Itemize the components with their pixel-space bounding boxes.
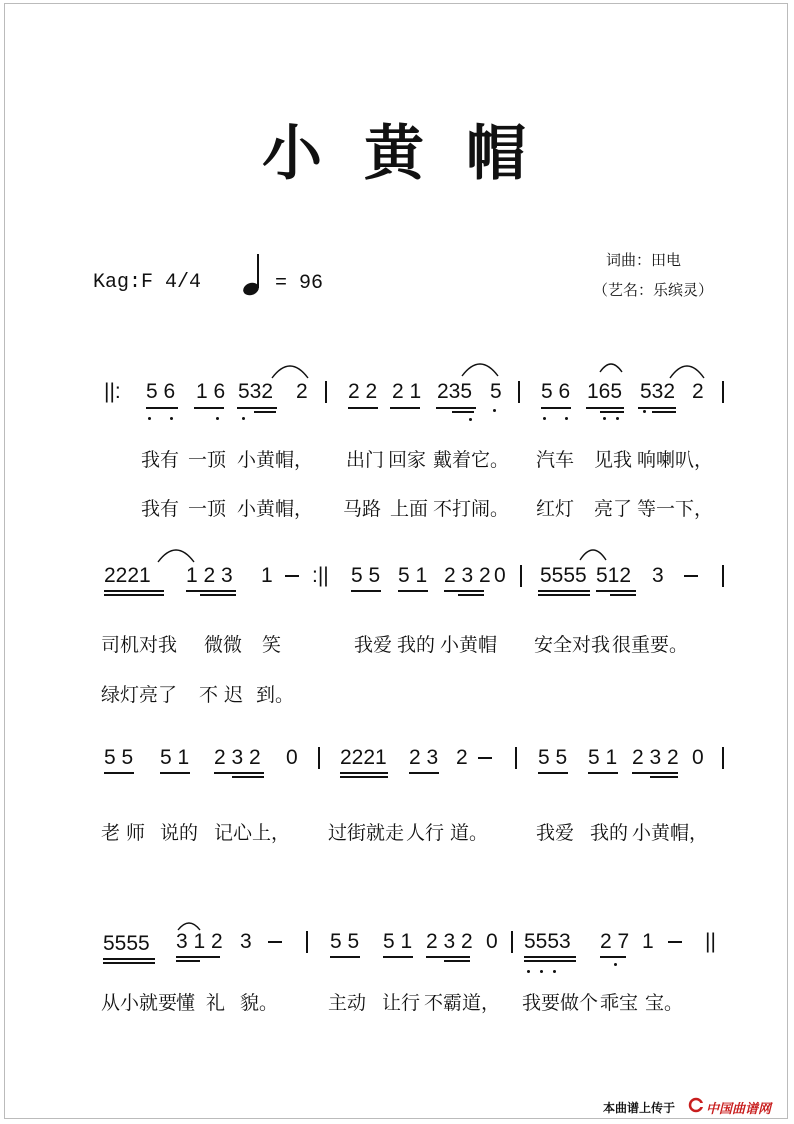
tempo: = 96: [275, 272, 324, 295]
beat-underline: [237, 407, 277, 409]
lyric-word: 记心上，: [214, 822, 291, 844]
beat-underline: [104, 594, 164, 596]
octave-dot: [170, 417, 173, 420]
beat-underline: [390, 407, 420, 409]
beat-underline: [586, 407, 624, 409]
slur-tie: [598, 358, 624, 374]
lyric-word: 等一下，: [637, 498, 714, 520]
note-group: 2 7: [600, 930, 630, 953]
quarter-note-icon: [240, 252, 270, 298]
final-barline: ||: [705, 930, 716, 953]
key-time-signature: Kag:F 4/4: [93, 271, 202, 294]
octave-dot: [527, 970, 530, 973]
lyric-word: 人行: [406, 822, 445, 844]
beat-underline: [650, 776, 678, 778]
beat-underline: [426, 956, 470, 958]
bar-line: [722, 747, 724, 769]
lyric-word: 貌。: [240, 992, 279, 1014]
beat-underline: [524, 956, 576, 958]
lyric-word: 亮了: [594, 498, 633, 520]
lyric-word: 见我: [594, 449, 633, 471]
lyric-word: 响喇叭，: [637, 449, 714, 471]
beat-underline: [104, 590, 164, 592]
beat-underline: [348, 407, 378, 409]
lyric-word: 微微: [204, 634, 243, 656]
lyric-word: 一顶: [188, 498, 227, 520]
note-group: 3: [240, 930, 252, 953]
note-group: 2: [692, 380, 704, 403]
lyric-word: 宝。: [645, 992, 684, 1014]
note-group: 2 3: [409, 746, 439, 769]
lyric-word: 绿灯亮了: [101, 684, 178, 706]
lyric-word: 老 师: [101, 822, 146, 844]
beat-underline: [340, 772, 388, 774]
beat-underline: [146, 407, 178, 409]
slur-tie: [176, 918, 202, 932]
beat-underline: [340, 776, 388, 778]
note-group: 5 1: [398, 564, 428, 587]
beat-underline: [200, 594, 236, 596]
beat-underline: [538, 772, 568, 774]
lyric-word: 一顶: [188, 449, 227, 471]
lyric-word: 小黄帽，: [237, 498, 314, 520]
beat-underline: [194, 407, 224, 409]
beat-underline: [232, 776, 264, 778]
note-group: 2 3 2: [426, 930, 473, 953]
octave-dot: [540, 970, 543, 973]
note-group: 0: [494, 564, 506, 587]
beat-underline: [160, 772, 190, 774]
stage-name: （艺名：乐缤灵）: [593, 281, 714, 299]
extension-dash: [684, 575, 698, 577]
octave-dot: [614, 963, 617, 966]
lyric-word: 道。: [450, 822, 489, 844]
lyric-word: 懂: [176, 992, 196, 1014]
beat-underline: [103, 958, 155, 960]
extension-dash: [668, 941, 682, 943]
note-group: 5555: [103, 932, 150, 955]
extension-dash: [268, 941, 282, 943]
lyric-word: 笑: [262, 634, 282, 656]
beat-underline: [610, 594, 636, 596]
note-group: 2: [296, 380, 308, 403]
slur-tie: [156, 542, 196, 564]
lyric-word: 乖宝: [600, 992, 639, 1014]
lyric-word: 主动: [328, 992, 367, 1014]
beat-underline: [383, 956, 413, 958]
beat-underline: [538, 590, 590, 592]
lyric-word: 小黄帽，: [632, 822, 709, 844]
note-group: 2 3 2: [214, 746, 261, 769]
lyricist-composer: 词曲：田电: [606, 251, 682, 269]
octave-dot: [242, 417, 245, 420]
lyric-word: 很重要。: [612, 634, 689, 656]
octave-dot: [148, 417, 151, 420]
lyric-word: 不: [199, 684, 219, 706]
note-group: 5 5: [104, 746, 134, 769]
note-group: 2 3 2: [632, 746, 679, 769]
note-group: 5 5: [330, 930, 360, 953]
octave-dot: [643, 410, 646, 413]
note-group: 1 6: [196, 380, 226, 403]
note-group: 5 1: [588, 746, 618, 769]
lyric-word: 戴着它。: [433, 449, 510, 471]
lyric-word: 小黄帽，: [237, 449, 314, 471]
lyric-word: 我爱: [354, 634, 393, 656]
lyric-word: 出门: [346, 449, 385, 471]
note-group: 2 1: [392, 380, 422, 403]
beat-underline: [458, 594, 484, 596]
beat-underline: [632, 772, 678, 774]
octave-dot: [216, 417, 219, 420]
note-group: 2221: [340, 746, 387, 769]
note-group: 0: [692, 746, 704, 769]
note-group: 165: [587, 380, 623, 403]
note-group: 0: [486, 930, 498, 953]
note-group: 1: [642, 930, 654, 953]
song-title: 小黄帽: [262, 119, 568, 189]
octave-dot: [553, 970, 556, 973]
beat-underline: [596, 590, 636, 592]
note-group: 235: [437, 380, 473, 403]
beat-underline: [214, 772, 264, 774]
octave-dot: [469, 418, 472, 421]
beat-underline: [409, 772, 439, 774]
note-group: 5 6: [146, 380, 176, 403]
lyric-word: 上面: [390, 498, 429, 520]
note-group: 2 2: [348, 380, 378, 403]
upload-notice: 本曲谱上传于: [603, 1101, 676, 1115]
note-group: 5 5: [538, 746, 568, 769]
beat-underline: [176, 960, 200, 962]
site-logo-icon: [688, 1097, 704, 1113]
note-group: 3: [652, 564, 664, 587]
octave-dot: [616, 417, 619, 420]
beat-underline: [524, 960, 576, 962]
lyric-word: 我有: [141, 449, 180, 471]
bar-line: [520, 565, 522, 587]
octave-dot: [603, 417, 606, 420]
note-group: 0: [286, 746, 298, 769]
note-group: 1: [261, 564, 273, 587]
lyric-word: 红灯: [536, 498, 575, 520]
lyric-word: 过街就走: [328, 822, 405, 844]
beat-underline: [638, 407, 676, 409]
note-group: 5555: [540, 564, 587, 587]
beat-underline: [600, 956, 626, 958]
bar-line: [325, 381, 327, 403]
bar-line: [511, 931, 513, 953]
slur-tie: [578, 542, 608, 562]
lyric-word: 小黄帽: [440, 634, 498, 656]
lyric-word: 回家: [388, 449, 427, 471]
note-group: 5 5: [351, 564, 381, 587]
beat-underline: [452, 411, 474, 413]
lyric-word: 从小就要: [101, 992, 178, 1014]
lyric-word: 让行: [382, 992, 421, 1014]
beat-underline: [444, 960, 470, 962]
beat-underline: [652, 411, 676, 413]
bar-line: [306, 931, 308, 953]
note-group: 532: [640, 380, 676, 403]
bar-line: [722, 381, 724, 403]
extension-dash: [285, 575, 299, 577]
repeat-end-sign: :||: [312, 564, 329, 587]
octave-dot: [493, 409, 496, 412]
note-group: 512: [596, 564, 632, 587]
beat-underline: [351, 590, 381, 592]
note-group: 5553: [524, 930, 571, 953]
note-group: 532: [238, 380, 274, 403]
extension-dash: [478, 757, 492, 759]
beat-underline: [186, 590, 236, 592]
lyric-word: 我有: [141, 498, 180, 520]
note-group: 2221: [104, 564, 151, 587]
beat-underline: [436, 407, 476, 409]
note-group: 5 1: [160, 746, 190, 769]
lyric-word: 我的: [397, 634, 436, 656]
lyric-word: 到。: [256, 684, 295, 706]
note-group: 5 1: [383, 930, 413, 953]
bar-line: [518, 381, 520, 403]
beat-underline: [541, 407, 571, 409]
note-group: 5: [490, 380, 502, 403]
beat-underline: [176, 956, 220, 958]
lyric-word: 司机对我: [101, 634, 178, 656]
beat-underline: [398, 590, 428, 592]
slur-tie: [460, 356, 500, 378]
lyric-word: 不打闹。: [433, 498, 510, 520]
lyric-word: 我的: [590, 822, 629, 844]
beat-underline: [538, 594, 590, 596]
bar-line: [318, 747, 320, 769]
lyric-word: 不霸道，: [424, 992, 501, 1014]
octave-dot: [565, 417, 568, 420]
repeat-start-sign: ||:: [104, 380, 121, 403]
beat-underline: [444, 590, 484, 592]
lyric-word: 马路: [343, 498, 382, 520]
lyric-word: 说的: [160, 822, 199, 844]
beat-underline: [104, 772, 134, 774]
bar-line: [722, 565, 724, 587]
note-group: 1 2 3: [186, 564, 233, 587]
octave-dot: [543, 417, 546, 420]
lyric-word: 汽车: [536, 449, 575, 471]
note-group: 5 6: [541, 380, 571, 403]
lyric-word: 迟: [224, 684, 244, 706]
slur-tie: [270, 358, 310, 380]
beat-underline: [330, 956, 360, 958]
note-group: 2: [456, 746, 468, 769]
bar-line: [515, 747, 517, 769]
beat-underline: [103, 962, 155, 964]
beat-underline: [588, 772, 618, 774]
slur-tie: [668, 358, 706, 380]
lyric-word: 我爱: [536, 822, 575, 844]
beat-underline: [600, 411, 624, 413]
site-name[interactable]: 中国曲谱网: [706, 1102, 772, 1117]
lyric-word: 我要做个: [522, 992, 599, 1014]
beat-underline: [254, 411, 276, 413]
note-group: 3 1 2: [176, 930, 223, 953]
lyric-word: 礼: [206, 992, 226, 1014]
note-group: 2 3 2: [444, 564, 491, 587]
lyric-word: 安全对我: [534, 634, 611, 656]
